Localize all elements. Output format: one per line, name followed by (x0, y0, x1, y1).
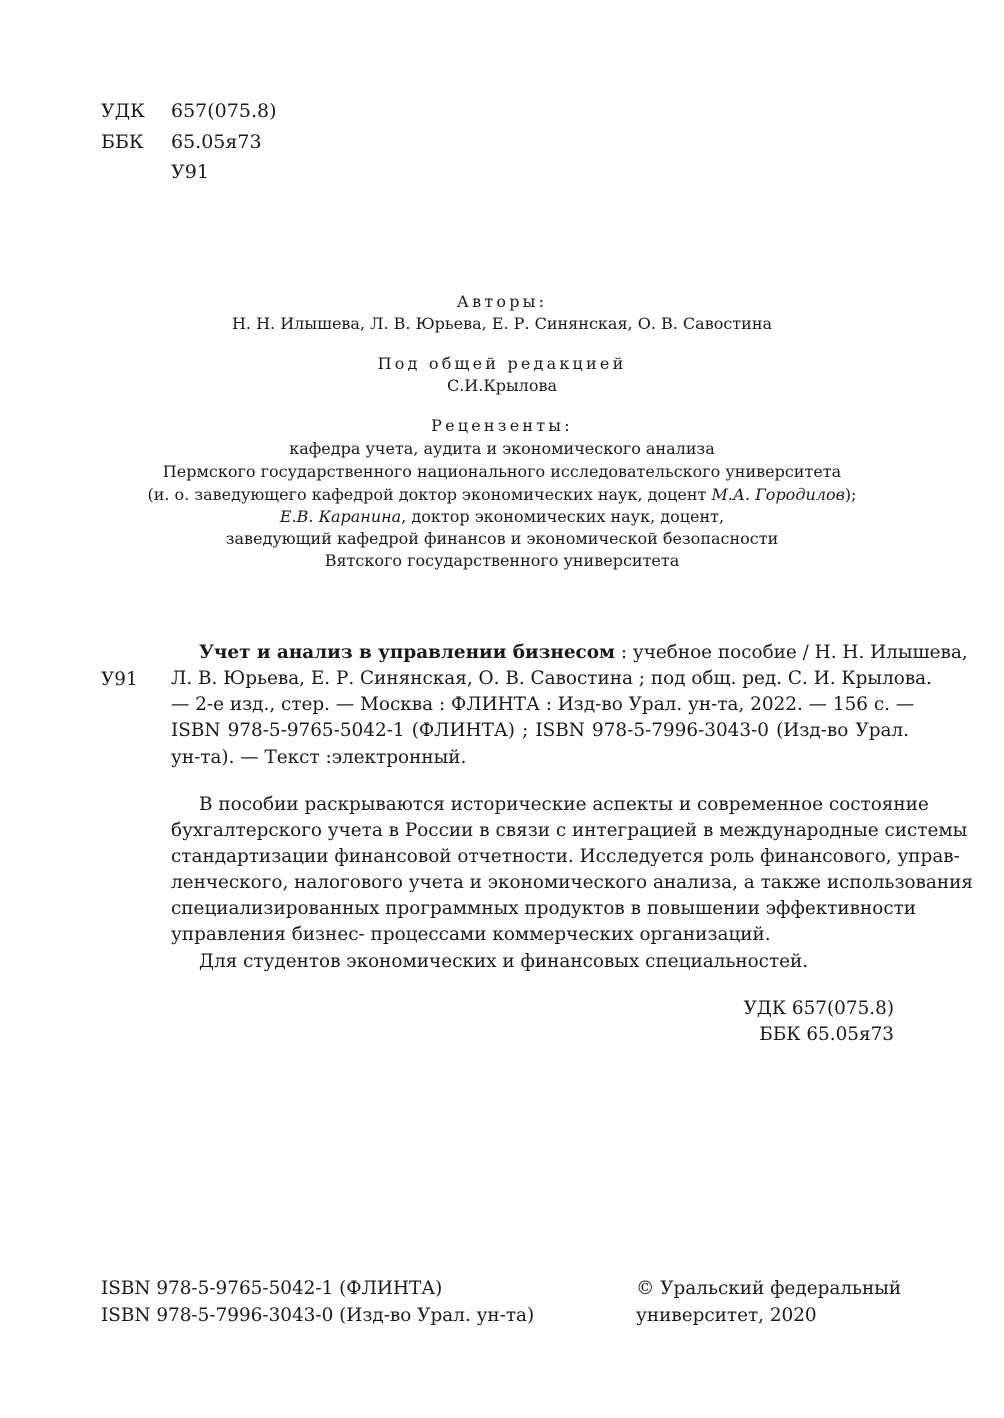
annotation-line-3: стандартизации финансовой отчетности. Исследуется роль финансового, управ- (171, 846, 960, 867)
reviewer-line-4-text: , доктор экономических наук, доцент, (401, 507, 725, 526)
bbk-bottom: ББК 65.05я73 (759, 1024, 894, 1045)
reviewer-line-1: кафедра учета, аудита и экономического анализа (289, 439, 715, 458)
bbk-label: ББК (101, 131, 144, 153)
audience-line: Для студентов экономических и финансовых специальностей. (199, 951, 809, 972)
bibliographic-line-1-rest: : учебное пособие / Н. Н. Илышева, (615, 642, 968, 663)
udk-bottom: УДК 657(075.8) (743, 998, 894, 1019)
reviewer-name-karanina: Е.В. Каранина (279, 507, 402, 526)
isbn-line-2: ISBN 978-5-7996-3043-0 (Изд-во Урал. ун-та) (101, 1305, 535, 1326)
authors-heading: Авторы: (456, 292, 548, 311)
copyright-line-1: © Уральский федеральный (636, 1278, 902, 1299)
editor-name: С.И.Крылова (446, 376, 558, 395)
bibliographic-line-2: Л. В. Юрьева, Е. Р. Синянская, О. В. Савостина ; под общ. ред. С. И. Крылова. (171, 668, 932, 689)
bibliographic-author-mark: У91 (101, 669, 138, 690)
bibliographic-line-5: ун-та). — Текст :электронный. (171, 747, 467, 768)
bibliographic-line-4: ISBN 978-5-9765-5042-1 (ФЛИНТА) ; ISBN 978-5-7996-3043-0 (Изд-во Урал. (171, 720, 909, 741)
udk-value: 657(075.8) (171, 100, 277, 122)
book-title: Учет и анализ в управлении бизнесом (199, 642, 615, 663)
annotation-line-4: ленческого, налогового учета и экономического анализа, а также использования (171, 872, 973, 893)
authors-names: Н. Н. Илышева, Л. В. Юрьева, Е. Р. Синянская, О. В. Савостина (231, 314, 773, 333)
reviewer-name-gorodilov: М.А. Городилов (711, 485, 845, 504)
reviewer-line-3 (0, 484, 1004, 506)
reviewer-line-5: заведующий кафедрой финансов и экономической безопасности (225, 529, 779, 548)
udk-label: УДК (101, 100, 145, 122)
copyright-line-2: университет, 2020 (636, 1305, 817, 1326)
reviewer-line-6: Вятского государственного университета (324, 551, 680, 570)
reviewer-line-4 (0, 506, 1004, 528)
reviewers-heading: Рецензенты: (431, 416, 573, 435)
reviewer-line-3-text: (и. о. заведующего кафедрой доктор экономических наук, доцент (147, 485, 712, 504)
annotation-line-1: В пособии раскрываются исторические аспекты и современное состояние (199, 794, 929, 815)
annotation-line-2: бухгалтерского учета в России в связи с интеграцией в международные системы (171, 820, 968, 841)
reviewer-line-3-tail: ); (844, 485, 857, 504)
bibliographic-line-1 (199, 640, 968, 666)
reviewer-line-2: Пермского государственного национального исследовательского университета (162, 462, 842, 481)
annotation-line-5: специализированных программных продуктов в повышении эффективности (171, 898, 917, 919)
author-mark: У91 (171, 161, 209, 183)
bibliographic-line-3: — 2-е изд., стер. — Москва : ФЛИНТА : Изд-во Урал. ун-та, 2022. — 156 с. — (171, 694, 915, 715)
bbk-value: 65.05я73 (171, 131, 262, 153)
editor-heading: Под общей редакцией (377, 354, 627, 373)
isbn-line-1: ISBN 978-5-9765-5042-1 (ФЛИНТА) (101, 1278, 443, 1299)
annotation-line-6: управления бизнес- процессами коммерческих организаций. (171, 924, 771, 945)
